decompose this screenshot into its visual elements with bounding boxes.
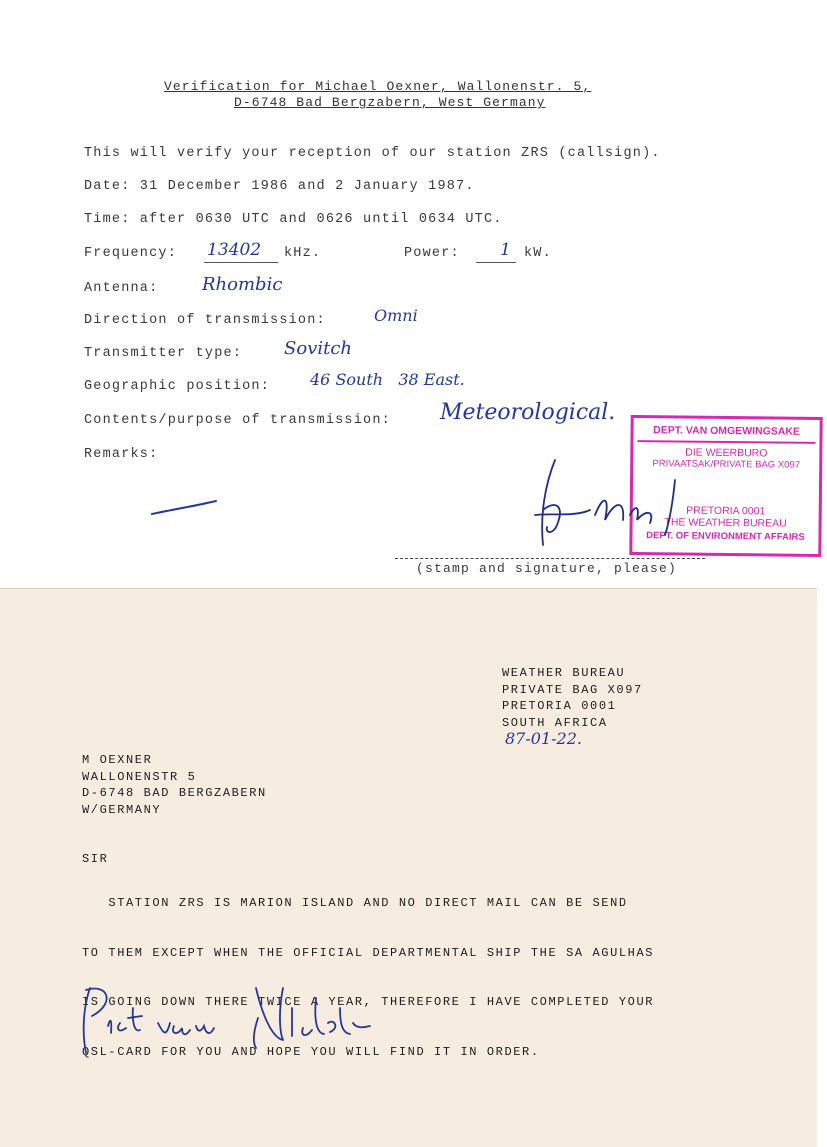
- contents-value: Meteorological.: [440, 400, 616, 425]
- body-line-4: QSL-CARD FOR YOU AND HOPE YOU WILL FIND IT IN ORDER.: [82, 1044, 540, 1059]
- frequency-unit: kHz.: [284, 246, 322, 261]
- sender-line-3: PRETORIA 0001: [502, 699, 617, 713]
- transmitter-label: Transmitter type:: [84, 346, 243, 361]
- remarks-label: Remarks:: [84, 447, 159, 462]
- antenna-value: Rhombic: [202, 274, 283, 295]
- stamp-line5: THE WEATHER BUREAU: [664, 516, 787, 530]
- position-label: Geographic position:: [84, 379, 271, 394]
- verification-title-line2: D-6748 Bad Bergzabern, West Germany: [234, 95, 546, 110]
- body-line-3: IS GOING DOWN THERE TWICE A YEAR, THEREFORE I HAVE COMPLETED YOUR: [82, 995, 655, 1009]
- letter-date: 87-01-22.: [505, 729, 582, 748]
- stamp-line2: DIE WEERBURO: [685, 446, 768, 460]
- sender-address: [502, 665, 643, 731]
- power-value: 1: [500, 240, 511, 260]
- recipient-line-2: WALLONENSTR 5: [82, 769, 197, 784]
- frequency-label: Frequency:: [84, 246, 178, 261]
- recipient-line-3: D-6748 BAD BERGZABERN: [82, 786, 267, 800]
- body-line-2: TO THEM EXCEPT WHEN THE OFFICIAL DEPARTMENTAL SHIP THE SA AGULHAS: [82, 945, 655, 960]
- stamp-line1: DEPT. VAN OMGEWINGSAKE: [653, 424, 801, 438]
- remarks-pen-stroke: [150, 498, 220, 518]
- power-blank: [476, 262, 516, 263]
- verification-intro: This will verify your reception of our station ZRS (callsign).: [84, 146, 661, 161]
- frequency-blank: [204, 262, 278, 263]
- recipient-line-1: M OEXNER: [82, 753, 153, 767]
- verification-title-line1: Verification for Michael Oexner, Wallonenstr. 5,: [164, 79, 592, 94]
- stamp-line3: PRIVAATSAK/PRIVATE BAG X097: [652, 458, 801, 471]
- stamp-line4: PRETORIA 0001: [686, 504, 766, 518]
- contents-label: Contents/purpose of transmission:: [84, 413, 391, 428]
- official-signature: [515, 455, 695, 565]
- signature-line: [395, 558, 705, 559]
- recipient-address: [82, 752, 267, 818]
- position-value: 46 South 38 East.: [310, 370, 465, 389]
- transmitter-value: Sovitch: [284, 338, 353, 359]
- sender-line-1: WEATHER BUREAU: [502, 666, 626, 680]
- sender-line-4: SOUTH AFRICA: [502, 715, 608, 730]
- direction-value: Omni: [374, 306, 418, 325]
- salutation: SIR: [82, 852, 109, 866]
- direction-label: Direction of transmission:: [84, 313, 326, 328]
- antenna-label: Antenna:: [84, 281, 159, 296]
- stamp-divider: [637, 440, 815, 444]
- date-line: Date: 31 December 1986 and 2 January 1987.: [84, 179, 475, 194]
- power-unit: kW.: [524, 246, 552, 261]
- sender-line-2: PRIVATE BAG X097: [502, 682, 643, 697]
- recipient-line-4: W/GERMANY: [82, 802, 162, 817]
- frequency-value: 13402: [207, 240, 262, 260]
- stamp-signature-caption: (stamp and signature, please): [416, 561, 678, 576]
- power-label: Power:: [404, 246, 460, 261]
- body-line-1: STATION ZRS IS MARION ISLAND AND NO DIRECT MAIL CAN BE SEND: [82, 896, 628, 910]
- letter-signature: [78, 978, 398, 1058]
- time-line: Time: after 0630 UTC and 0626 until 0634 UTC.: [84, 212, 503, 227]
- stamp-line6: DEPT. OF ENVIRONMENT AFFAIRS: [646, 530, 805, 543]
- page-margin: [817, 0, 827, 1146]
